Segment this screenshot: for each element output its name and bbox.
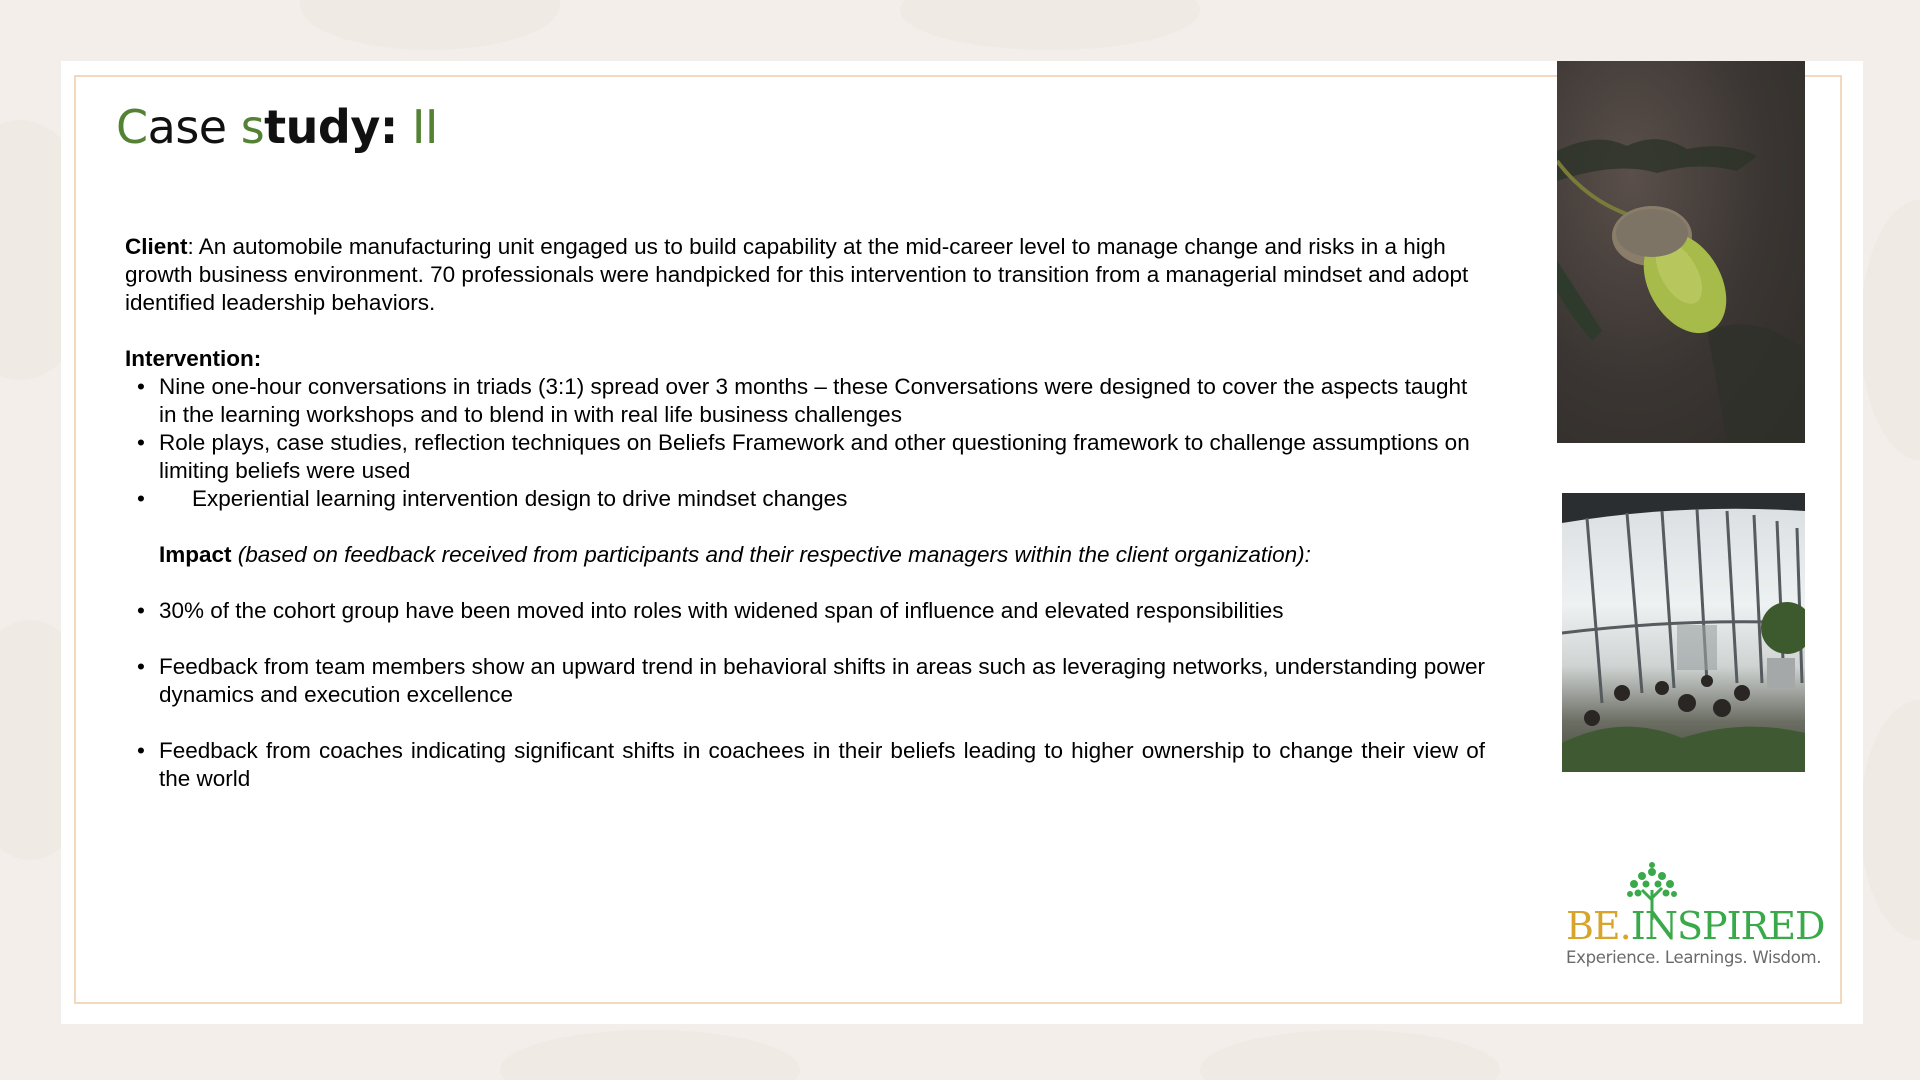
beinspired-logo [1560, 868, 1825, 978]
impact-list [125, 597, 1485, 793]
page-title [116, 100, 438, 154]
impact-label: Impact [159, 542, 232, 567]
intervention-heading [125, 345, 1485, 373]
intervention-item-text: Experiential learning intervention design to drive mindset changes [192, 486, 848, 511]
case-study-body [125, 233, 1485, 793]
list-item [125, 653, 1485, 709]
spacer [125, 625, 1485, 653]
bullet-icon: • [137, 486, 145, 511]
bullet-icon: • [137, 374, 145, 399]
title-text-ase: ase [147, 100, 241, 154]
impact-item-text: Feedback from team members show an upward trend in behavioral shifts in areas such as leveraging networks, understanding power dynamics and execution excellence [159, 654, 1485, 707]
list-item [125, 429, 1485, 485]
client-paragraph [125, 233, 1485, 317]
intervention-list [125, 373, 1485, 513]
intervention-heading-text: Intervention: [125, 346, 262, 371]
bullet-icon: • [137, 430, 145, 455]
spacer [125, 709, 1485, 737]
list-item [125, 737, 1485, 793]
bullet-icon: • [137, 738, 145, 763]
title-numeral: II [397, 100, 438, 154]
intervention-item-text: Nine one-hour conversations in triads (3:1) spread over 3 months – these Conversations were designed to cover the aspects taught in the learning workshops and to blend in with real life business challenges [159, 374, 1468, 427]
logo-wordmark: BE.INSPIRED [1566, 904, 1825, 948]
client-label: Client [125, 234, 188, 259]
title-text-tudy: tudy: [264, 100, 398, 154]
impact-note: (based on feedback received from participants and their respective managers within the client organization): [231, 542, 1311, 567]
list-item [125, 485, 1485, 513]
bullet-icon: • [137, 598, 145, 623]
acorn-photo [1557, 61, 1805, 443]
list-item [125, 597, 1485, 625]
intervention-item-text: Role plays, case studies, reflection techniques on Beliefs Framework and other questioning framework to challenge assumptions on limiting beliefs were used [159, 430, 1470, 483]
title-letter-c: C [116, 100, 148, 154]
impact-item-text: Feedback from coaches indicating significant shifts in coachees in their beliefs leading to higher ownership to change their view of the world [159, 738, 1485, 791]
impact-item-text: 30% of the cohort group have been moved into roles with widened span of influence and elevated responsibilities [159, 598, 1284, 623]
client-text: : An automobile manufacturing unit engaged us to build capability at the mid-career level to manage change and risks in a high growth business environment. 70 professionals were handpicked for this intervention to transition from a managerial mindset and adopt identified leadership behaviors. [125, 234, 1469, 315]
office-photo [1562, 493, 1805, 772]
acorn-illustration [1557, 61, 1805, 443]
logo-tagline: Experience. Learnings. Wisdom. [1566, 948, 1822, 967]
impact-heading [125, 541, 1485, 569]
bullet-icon: • [137, 654, 145, 679]
title-letter-s: s [240, 100, 265, 154]
office-illustration [1562, 493, 1805, 772]
list-item [125, 373, 1485, 429]
